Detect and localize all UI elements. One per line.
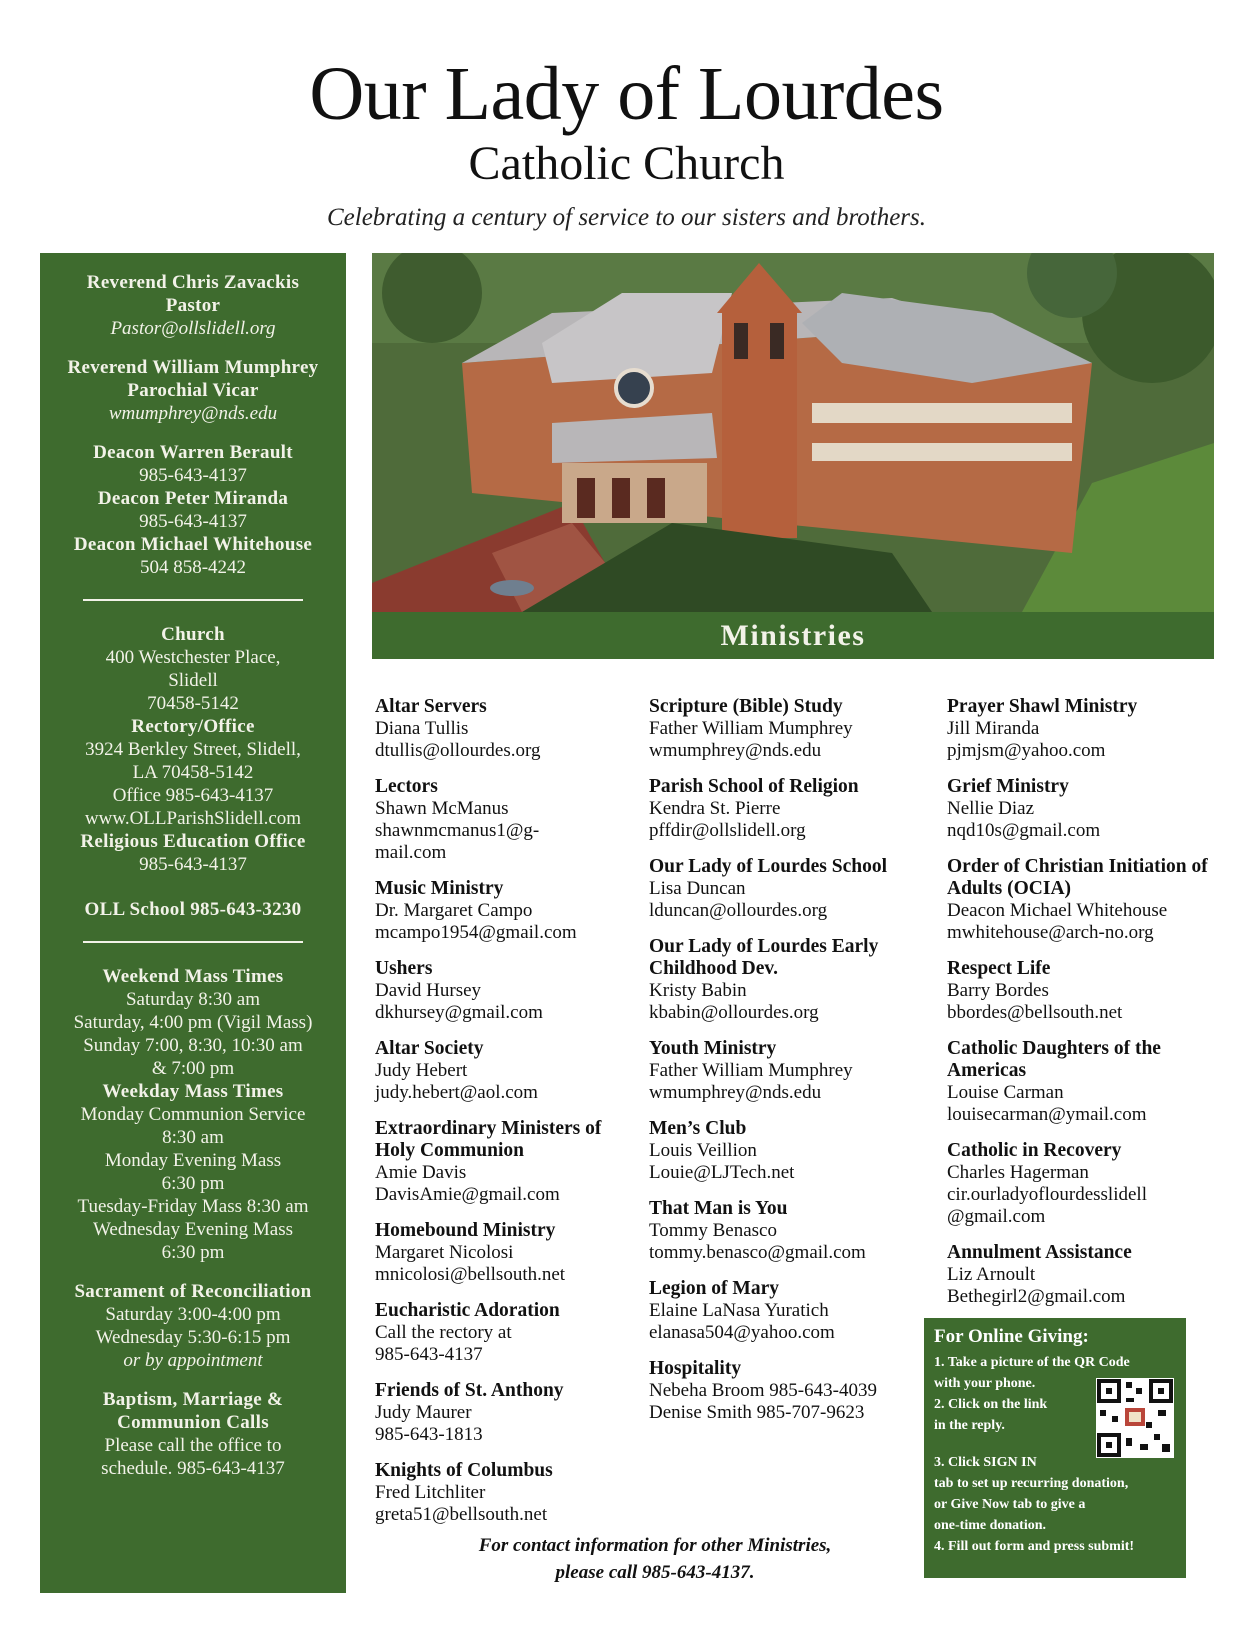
ministry-contact-line: Father William Mumphrey xyxy=(649,1060,853,1081)
sacraments-line: Please call the office to xyxy=(104,1435,282,1456)
mass-time: & 7:00 pm xyxy=(151,1058,235,1079)
ministry-name: Homebound Ministry xyxy=(375,1220,556,1241)
ministry-contact-line: Louis Veillion xyxy=(649,1140,757,1161)
reconciliation-note: or by appointment xyxy=(123,1350,263,1371)
rectory-line: LA 70458-5142 xyxy=(132,762,254,783)
ministry-contact-line: mcampo1954@gmail.com xyxy=(375,922,577,943)
addresses xyxy=(40,623,346,876)
ministry-contact-line: @gmail.com xyxy=(947,1206,1046,1227)
giving-step: 2. Click on the link xyxy=(934,1397,1048,1412)
ministry-contact-line: mwhitehouse@arch-no.org xyxy=(947,922,1154,943)
ministry-contact-line: tommy.benasco@gmail.com xyxy=(649,1242,866,1263)
deacon-name: Deacon Peter Miranda xyxy=(97,488,289,509)
church-address-line: 70458-5142 xyxy=(147,693,239,714)
ministry-entry xyxy=(375,1118,637,1206)
reconciliation-time: Wednesday 5:30-6:15 pm xyxy=(95,1327,291,1348)
page-subtitle: Catholic Church xyxy=(468,137,785,190)
ministry-name: Annulment Assistance xyxy=(947,1242,1132,1263)
ministry-contact-line: Kristy Babin xyxy=(649,980,747,1001)
ministry-contact-line: Denise Smith 985-707-9623 xyxy=(649,1402,865,1423)
reconciliation-label: Sacrament of Reconciliation xyxy=(74,1281,312,1302)
rectory-line: Office 985-643-4137 xyxy=(112,785,274,806)
ministry-contact-line: Liz Arnoult xyxy=(947,1264,1036,1285)
ministry-contact-line: elanasa504@yahoo.com xyxy=(649,1322,835,1343)
deacon-name: Deacon Michael Whitehouse xyxy=(73,534,313,555)
ministry-contact-line: pjmjsm@yahoo.com xyxy=(947,740,1106,761)
church-illustration xyxy=(372,253,1214,612)
ministry-entry xyxy=(649,1118,934,1184)
ministry-contact-line: Kendra St. Pierre xyxy=(649,798,781,819)
ministry-name: Scripture (Bible) Study xyxy=(649,696,843,717)
ministry-contact-line: Judy Maurer xyxy=(375,1402,472,1423)
deacons xyxy=(40,441,346,579)
ministry-contact-line: David Hursey xyxy=(375,980,482,1001)
ministries-column-2 xyxy=(649,696,934,1438)
ministry-name: Altar Society xyxy=(375,1038,484,1059)
giving-step: one-time donation. xyxy=(934,1518,1046,1533)
mass-time: 6:30 pm xyxy=(161,1173,225,1194)
ministry-name: Legion of Mary xyxy=(649,1278,779,1299)
ministry-name: Parish School of Religion xyxy=(649,776,859,797)
mass-times xyxy=(40,965,346,1264)
ministry-entry xyxy=(947,958,1217,1024)
ministry-entry xyxy=(649,696,934,762)
ministry-contact-line: Deacon Michael Whitehouse xyxy=(947,900,1168,921)
mass-time: 6:30 pm xyxy=(161,1242,225,1263)
ministry-contact-line: greta51@bellsouth.net xyxy=(375,1504,548,1525)
clergy-email: Pastor@ollslidell.org xyxy=(110,318,276,339)
ministry-contact-line: Jill Miranda xyxy=(947,718,1040,739)
ministry-contact-line: cir.ourladyoflourdesslidell xyxy=(947,1184,1147,1205)
sacraments-label: Communion Calls xyxy=(117,1412,269,1433)
parish-website: www.OLLParishSlidell.com xyxy=(84,808,302,829)
giving-step: 3. Click SIGN IN xyxy=(934,1455,1037,1470)
mass-time: Sunday 7:00, 8:30, 10:30 am xyxy=(83,1035,303,1056)
footer-line: For contact information for other Ministries, xyxy=(478,1535,832,1556)
ministry-name: Respect Life xyxy=(947,958,1051,979)
ministry-contact-line: shawnmcmanus1@g- xyxy=(375,820,540,841)
ministries-column-3 xyxy=(947,696,1217,1322)
school-phone: OLL School 985-643-3230 xyxy=(84,899,302,920)
online-giving-box xyxy=(924,1318,1186,1578)
reconciliation xyxy=(40,1280,346,1372)
ministry-entry xyxy=(375,1460,637,1526)
clergy-name: Reverend Chris Zavackis xyxy=(86,272,300,293)
ministry-entry xyxy=(649,776,934,842)
ministry-contact-line: kbabin@ollourdes.org xyxy=(649,1002,819,1023)
weekday-mass-label: Weekday Mass Times xyxy=(102,1081,284,1102)
ministry-entry xyxy=(375,696,637,762)
ministry-entry xyxy=(947,1140,1217,1228)
divider xyxy=(83,941,303,943)
ministry-contact-line: dkhursey@gmail.com xyxy=(375,1002,543,1023)
ministry-contact-line: Call the rectory at xyxy=(375,1322,512,1343)
ministry-name: Extraordinary Ministers of Holy Communion xyxy=(375,1118,602,1161)
ministry-entry xyxy=(947,856,1217,944)
weekend-mass-label: Weekend Mass Times xyxy=(102,966,284,987)
religious-ed-label: Religious Education Office xyxy=(80,831,306,852)
clergy-role: Parochial Vicar xyxy=(127,380,259,401)
ministry-entry xyxy=(375,958,637,1024)
ministry-contact-line: Louie@LJTech.net xyxy=(649,1162,795,1183)
ministry-entry xyxy=(375,776,637,864)
ministry-entry xyxy=(947,696,1217,762)
clergy-role: Pastor xyxy=(165,295,221,316)
giving-step: in the reply. xyxy=(934,1418,1005,1433)
ministry-contact-line: Lisa Duncan xyxy=(649,878,746,899)
ministry-entry xyxy=(649,1038,934,1104)
mass-time: Wednesday Evening Mass xyxy=(92,1219,294,1240)
ministry-name: Lectors xyxy=(375,776,438,797)
ministry-name: Hospitality xyxy=(649,1358,742,1379)
info-sidebar xyxy=(40,253,346,1593)
ministry-name: Eucharistic Adoration xyxy=(375,1300,560,1321)
ministry-contact-line: Diana Tullis xyxy=(375,718,469,739)
ministry-contact-line: mnicolosi@bellsouth.net xyxy=(375,1264,566,1285)
giving-step: or Give Now tab to give a xyxy=(934,1497,1086,1512)
ministry-contact-line: nqd10s@gmail.com xyxy=(947,820,1101,841)
church-address-line: Slidell xyxy=(168,670,218,691)
ministries-column-1 xyxy=(375,696,637,1540)
ministry-name: Catholic Daughters of the Americas xyxy=(947,1038,1161,1081)
ministry-contact-line: 985-643-4137 xyxy=(375,1344,483,1365)
religious-ed-phone: 985-643-4137 xyxy=(139,854,247,875)
ministry-entry xyxy=(375,1038,637,1104)
ministry-contact-line: judy.hebert@aol.com xyxy=(375,1082,538,1103)
footer-note xyxy=(430,1532,880,1586)
giving-step: 4. Fill out form and press submit! xyxy=(934,1539,1135,1554)
ministry-contact-line: Judy Hebert xyxy=(375,1060,468,1081)
ministry-contact-line: Shawn McManus xyxy=(375,798,509,819)
sacraments xyxy=(40,1388,346,1480)
ministry-contact-line: Fred Litchliter xyxy=(375,1482,486,1503)
ministry-name: Friends of St. Anthony xyxy=(375,1380,564,1401)
divider xyxy=(83,599,303,601)
church-photo xyxy=(372,253,1214,659)
clergy-vicar xyxy=(40,356,346,425)
ministry-contact-line: Margaret Nicolosi xyxy=(375,1242,514,1263)
deacon-phone: 985-643-4137 xyxy=(139,465,247,486)
ministry-contact-line: Father William Mumphrey xyxy=(649,718,853,739)
giving-step: with your phone. xyxy=(934,1376,1036,1391)
giving-step: tab to set up recurring donation, xyxy=(934,1476,1129,1491)
ministry-contact-line: Louise Carman xyxy=(947,1082,1064,1103)
sacraments-line: schedule. 985-643-4137 xyxy=(101,1458,285,1479)
ministry-contact-line: Tommy Benasco xyxy=(649,1220,777,1241)
ministry-contact-line: Elaine LaNasa Yuratich xyxy=(649,1300,829,1321)
ministry-contact-line: pffdir@ollslidell.org xyxy=(649,820,806,841)
ministry-entry xyxy=(649,1358,934,1424)
ministry-contact-line: bbordes@bellsouth.net xyxy=(947,1002,1123,1023)
ministry-entry xyxy=(375,1300,637,1366)
ministry-entry xyxy=(375,1380,637,1446)
ministry-contact-line: mail.com xyxy=(375,842,447,863)
ministry-contact-line: Dr. Margaret Campo xyxy=(375,900,533,921)
rectory-label: Rectory/Office xyxy=(131,716,255,737)
ministry-name: Prayer Shawl Ministry xyxy=(947,696,1138,717)
qr-code-icon[interactable] xyxy=(1096,1378,1174,1458)
ministry-name: Music Ministry xyxy=(375,878,504,899)
mass-time: 8:30 am xyxy=(162,1127,224,1148)
ministry-name: That Man is You xyxy=(649,1198,788,1219)
mass-time: Monday Communion Service xyxy=(80,1104,306,1125)
clergy-email: wmumphrey@nds.edu xyxy=(108,403,278,424)
mass-time: Saturday 8:30 am xyxy=(125,989,261,1010)
ministry-name: Men’s Club xyxy=(649,1118,747,1139)
giving-title: For Online Giving: xyxy=(934,1326,1089,1347)
ministry-contact-line: Bethegirl2@gmail.com xyxy=(947,1286,1126,1307)
ministry-contact-line: Amie Davis xyxy=(375,1162,467,1183)
ministry-name: Altar Servers xyxy=(375,696,487,717)
ministry-name: Youth Ministry xyxy=(649,1038,777,1059)
ministry-name: Our Lady of Lourdes School xyxy=(649,856,888,877)
giving-step: 1. Take a picture of the QR Code xyxy=(934,1355,1130,1370)
ministry-entry xyxy=(649,936,934,1024)
ministry-entry xyxy=(649,856,934,922)
deacon-phone: 504 858-4242 xyxy=(139,557,247,578)
ministry-contact-line: Barry Bordes xyxy=(947,980,1049,1001)
ministry-name: Our Lady of Lourdes Early Childhood Dev. xyxy=(649,936,879,979)
ministry-entry xyxy=(947,776,1217,842)
ministry-contact-line: lduncan@ollourdes.org xyxy=(649,900,828,921)
ministry-contact-line: 985-643-1813 xyxy=(375,1424,483,1445)
ministry-entry xyxy=(947,1242,1217,1308)
ministry-entry xyxy=(375,1220,637,1286)
ministry-name: Order of Christian Initiation of Adults (OCIA) xyxy=(947,856,1208,899)
ministry-entry xyxy=(947,1038,1217,1126)
ministry-name: Ushers xyxy=(375,958,433,979)
mass-time: Saturday, 4:00 pm (Vigil Mass) xyxy=(73,1012,313,1033)
church-address-line: 400 Westchester Place, xyxy=(105,647,281,668)
tagline: Celebrating a century of service to our sisters and brothers. xyxy=(326,204,926,231)
church-label: Church xyxy=(161,624,225,645)
ministry-contact-line: louisecarman@ymail.com xyxy=(947,1104,1147,1125)
footer-line: please call 985-643-4137. xyxy=(555,1562,755,1583)
clergy-name: Reverend William Mumphrey xyxy=(67,357,319,378)
page-title: Our Lady of Lourdes xyxy=(309,52,944,136)
ministry-contact-line: DavisAmie@gmail.com xyxy=(375,1184,560,1205)
ministry-contact-line: wmumphrey@nds.edu xyxy=(649,1082,822,1103)
ministry-name: Catholic in Recovery xyxy=(947,1140,1122,1161)
mass-time: Tuesday-Friday Mass 8:30 am xyxy=(77,1196,309,1217)
ministry-contact-line: wmumphrey@nds.edu xyxy=(649,740,822,761)
ministry-contact-line: dtullis@ollourdes.org xyxy=(375,740,541,761)
ministries-heading: Ministries xyxy=(720,619,866,652)
qr-code-graphic xyxy=(1096,1378,1174,1458)
ministry-entry xyxy=(649,1198,934,1264)
clergy-pastor xyxy=(40,271,346,340)
ministry-entry xyxy=(649,1278,934,1344)
ministry-name: Knights of Columbus xyxy=(375,1460,553,1481)
mass-time: Monday Evening Mass xyxy=(104,1150,282,1171)
ministry-contact-line: Charles Hagerman xyxy=(947,1162,1089,1183)
reconciliation-time: Saturday 3:00-4:00 pm xyxy=(105,1304,281,1325)
ministry-entry xyxy=(375,878,637,944)
ministry-contact-line: Nebeha Broom 985-643-4039 xyxy=(649,1380,877,1401)
deacon-name: Deacon Warren Berault xyxy=(93,442,293,463)
ministry-name: Grief Ministry xyxy=(947,776,1069,797)
ministry-contact-line: Nellie Diaz xyxy=(947,798,1035,819)
deacon-phone: 985-643-4137 xyxy=(139,511,247,532)
rectory-line: 3924 Berkley Street, Slidell, xyxy=(85,739,301,760)
sacraments-label: Baptism, Marriage & xyxy=(102,1389,284,1410)
